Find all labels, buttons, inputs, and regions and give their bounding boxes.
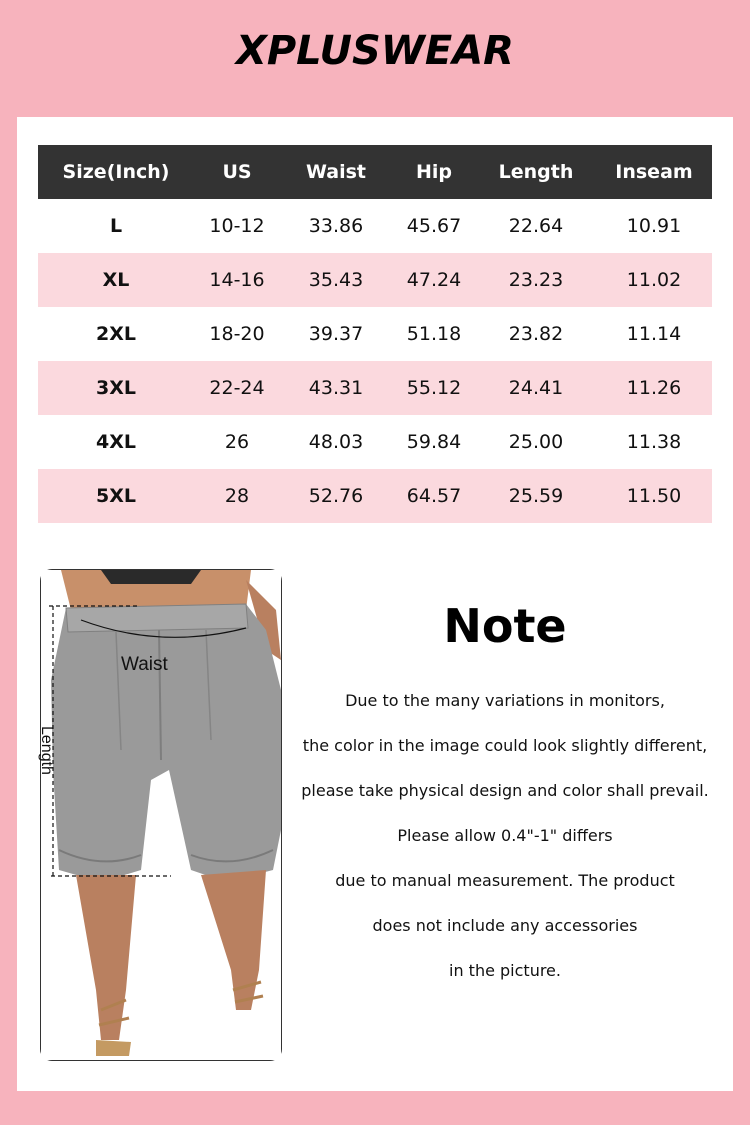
size-table <box>38 145 712 523</box>
cell-hip: 51.18 <box>406 323 462 345</box>
header-size: Size(Inch) <box>38 145 194 199</box>
cell-inseam: 11.26 <box>596 361 712 415</box>
table-row <box>38 361 712 415</box>
header-length: Length <box>476 145 596 199</box>
note-line: does not include any accessories <box>372 916 638 935</box>
note-line: Please allow 0.4"-1" differs <box>397 826 613 845</box>
shorts-illustration <box>41 570 281 1060</box>
cell-waist: 35.43 <box>280 253 392 307</box>
cell-length: 23.23 <box>476 253 596 307</box>
cell-waist: 33.86 <box>308 215 364 237</box>
cell-inseam: 11.02 <box>596 253 712 307</box>
table-row <box>38 253 712 307</box>
cell-inseam: 11.38 <box>626 431 682 453</box>
header-hip: Hip <box>392 145 476 199</box>
cell-hip: 59.84 <box>406 431 462 453</box>
cell-length: 23.82 <box>508 323 564 345</box>
cell-size: XL <box>38 253 194 307</box>
note-line: please take physical design and color shall prevail. <box>301 781 709 800</box>
note-title: Note <box>443 599 567 653</box>
cell-length: 22.64 <box>508 215 564 237</box>
cell-size: 3XL <box>38 361 194 415</box>
header-inseam: Inseam <box>596 145 712 199</box>
cell-us: 26 <box>224 431 250 453</box>
table-row <box>38 307 712 361</box>
cell-size: 5XL <box>38 469 194 523</box>
cell-inseam: 11.50 <box>596 469 712 523</box>
note-line: Due to the many variations in monitors, <box>345 691 665 710</box>
note-line: in the picture. <box>449 961 561 980</box>
note-line: due to manual measurement. The product <box>335 871 675 890</box>
table-row <box>38 415 712 469</box>
size-chart-card <box>17 117 733 1091</box>
cell-us: 28 <box>194 469 280 523</box>
length-label: Length <box>38 726 55 775</box>
cell-length: 24.41 <box>476 361 596 415</box>
cell-waist: 52.76 <box>280 469 392 523</box>
cell-hip: 45.67 <box>406 215 462 237</box>
cell-waist: 43.31 <box>280 361 392 415</box>
waist-label: Waist <box>121 654 168 675</box>
product-measurement-photo <box>40 569 282 1061</box>
cell-inseam: 10.91 <box>626 215 682 237</box>
header-waist: Waist <box>280 145 392 199</box>
header-us: US <box>194 145 280 199</box>
cell-hip: 64.57 <box>392 469 476 523</box>
cell-inseam: 11.14 <box>626 323 682 345</box>
note-line: the color in the image could look slightly different, <box>302 736 708 755</box>
cell-us: 18-20 <box>209 323 265 345</box>
cell-size: 4XL <box>96 431 136 453</box>
cell-waist: 39.37 <box>308 323 364 345</box>
cell-waist: 48.03 <box>308 431 364 453</box>
note-text <box>287 689 723 1004</box>
cell-length: 25.59 <box>476 469 596 523</box>
table-row <box>38 469 712 523</box>
cell-us: 14-16 <box>194 253 280 307</box>
cell-hip: 55.12 <box>392 361 476 415</box>
cell-size: L <box>109 215 123 237</box>
cell-us: 22-24 <box>194 361 280 415</box>
brand-logo: XPLUSWEAR <box>236 28 514 74</box>
table-row <box>38 199 712 253</box>
cell-size: 2XL <box>96 323 136 345</box>
cell-hip: 47.24 <box>392 253 476 307</box>
cell-length: 25.00 <box>508 431 564 453</box>
cell-us: 10-12 <box>209 215 265 237</box>
table-header-row <box>38 145 712 199</box>
